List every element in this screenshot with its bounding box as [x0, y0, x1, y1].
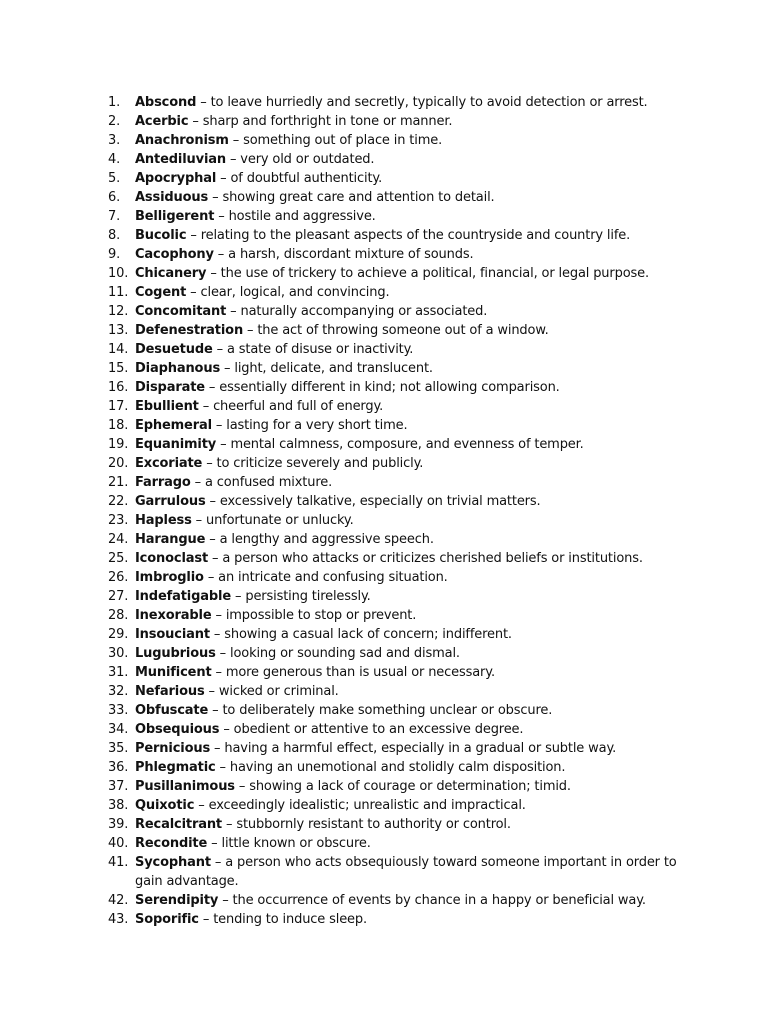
entry-definition: – looking or sounding sad and dismal.: [215, 646, 460, 661]
entry-definition: – of doubtful authenticity.: [216, 171, 383, 186]
entry-term: Farrago: [135, 475, 191, 490]
entry-definition: – mental calmness, composure, and evenness of temper.: [216, 437, 584, 452]
entry-definition: – hostile and aggressive.: [214, 209, 376, 224]
entry-term: Iconoclast: [135, 551, 209, 566]
entry-definition: – tending to induce sleep.: [198, 912, 367, 927]
entry-number: 3.: [108, 133, 121, 148]
entry-definition: – to deliberately make something unclear or obscure.: [208, 703, 553, 718]
vocab-entry: [108, 359, 688, 378]
entry-number: 19.: [108, 437, 129, 452]
entry-term: Inexorable: [135, 608, 212, 623]
vocab-entry: [108, 397, 688, 416]
vocab-entry: [108, 264, 688, 283]
entry-number: 11.: [108, 285, 129, 300]
entry-definition: – the occurrence of events by chance in a happy or beneficial way.: [218, 893, 646, 908]
entry-number: 33.: [108, 703, 129, 718]
vocab-entry: [108, 853, 688, 891]
entry-definition: – a person who acts obsequiously toward someone important in order to gain advantage.: [135, 855, 677, 889]
entry-term: Insouciant: [135, 627, 210, 642]
vocab-entry: [108, 302, 688, 321]
vocab-entry: [108, 131, 688, 150]
vocab-entry: [108, 169, 688, 188]
vocab-entry: [108, 321, 688, 340]
entry-term: Diaphanous: [135, 361, 221, 376]
vocab-entry: [108, 701, 688, 720]
vocab-entry: [108, 245, 688, 264]
entry-number: 22.: [108, 494, 129, 509]
entry-definition: – obedient or attentive to an excessive degree.: [219, 722, 524, 737]
vocab-entry: [108, 207, 688, 226]
entry-number: 14.: [108, 342, 129, 357]
vocab-entry: [108, 283, 688, 302]
entry-term: Anachronism: [135, 133, 229, 148]
entry-number: 28.: [108, 608, 129, 623]
entry-term: Cogent: [135, 285, 187, 300]
entry-number: 43.: [108, 912, 129, 927]
entry-definition: – very old or outdated.: [225, 152, 375, 167]
entry-definition: – persisting tirelessly.: [231, 589, 371, 604]
entry-term: Acerbic: [135, 114, 189, 129]
entry-term: Apocryphal: [135, 171, 217, 186]
entry-number: 30.: [108, 646, 129, 661]
entry-definition: – stubbornly resistant to authority or control.: [222, 817, 511, 832]
entry-number: 34.: [108, 722, 129, 737]
entry-definition: – little known or obscure.: [207, 836, 371, 851]
vocab-entry: [108, 511, 688, 530]
entry-definition: – a confused mixture.: [190, 475, 333, 490]
entry-number: 16.: [108, 380, 129, 395]
entry-definition: – impossible to stop or prevent.: [211, 608, 417, 623]
vocab-entry: [108, 473, 688, 492]
entry-term: Phlegmatic: [135, 760, 216, 775]
entry-number: 29.: [108, 627, 129, 642]
entry-term: Defenestration: [135, 323, 244, 338]
entry-definition: – to criticize severely and publicly.: [202, 456, 424, 471]
entry-definition: – a harsh, discordant mixture of sounds.: [213, 247, 474, 262]
entry-definition: – an intricate and confusing situation.: [203, 570, 448, 585]
entry-number: 25.: [108, 551, 129, 566]
vocab-entry: [108, 910, 688, 929]
entry-number: 36.: [108, 760, 129, 775]
entry-definition: – excessively talkative, especially on trivial matters.: [205, 494, 541, 509]
entry-number: 26.: [108, 570, 129, 585]
entry-term: Cacophony: [135, 247, 214, 262]
entry-number: 41.: [108, 855, 129, 870]
entry-term: Obsequious: [135, 722, 220, 737]
entry-number: 2.: [108, 114, 121, 129]
vocab-entry: [108, 568, 688, 587]
entry-number: 18.: [108, 418, 129, 433]
vocab-entry: [108, 340, 688, 359]
entry-definition: – having an unemotional and stolidly calm disposition.: [215, 760, 566, 775]
vocab-entry: [108, 606, 688, 625]
vocab-entry: [108, 416, 688, 435]
entry-term: Lugubrious: [135, 646, 216, 661]
entry-term: Equanimity: [135, 437, 217, 452]
vocab-entry: [108, 739, 688, 758]
entry-definition: – a state of disuse or inactivity.: [212, 342, 414, 357]
entry-number: 10.: [108, 266, 129, 281]
entry-number: 38.: [108, 798, 129, 813]
vocab-entry: [108, 663, 688, 682]
entry-term: Abscond: [135, 95, 197, 110]
vocab-entry: [108, 492, 688, 511]
entry-number: 13.: [108, 323, 129, 338]
entry-number: 6.: [108, 190, 121, 205]
vocab-entry: [108, 435, 688, 454]
entry-number: 37.: [108, 779, 129, 794]
entry-term: Assiduous: [135, 190, 209, 205]
entry-number: 31.: [108, 665, 129, 680]
entry-term: Bucolic: [135, 228, 187, 243]
entry-definition: – a lengthy and aggressive speech.: [205, 532, 434, 547]
vocab-entry: [108, 378, 688, 397]
entry-number: 15.: [108, 361, 129, 376]
entry-number: 21.: [108, 475, 129, 490]
entry-term: Excoriate: [135, 456, 203, 471]
entry-definition: – exceedingly idealistic; unrealistic and impractical.: [194, 798, 526, 813]
vocab-entry: [108, 815, 688, 834]
entry-term: Pusillanimous: [135, 779, 235, 794]
entry-number: 32.: [108, 684, 129, 699]
entry-number: 9.: [108, 247, 121, 262]
entry-number: 4.: [108, 152, 121, 167]
entry-number: 42.: [108, 893, 129, 908]
entry-number: 39.: [108, 817, 129, 832]
vocabulary-list: [108, 93, 688, 929]
vocab-entry: [108, 834, 688, 853]
entry-definition: – essentially different in kind; not allowing comparison.: [204, 380, 560, 395]
entry-number: 35.: [108, 741, 129, 756]
entry-definition: – unfortunate or unlucky.: [191, 513, 354, 528]
entry-term: Sycophant: [135, 855, 211, 870]
entry-term: Hapless: [135, 513, 192, 528]
entry-number: 27.: [108, 589, 129, 604]
entry-number: 5.: [108, 171, 121, 186]
entry-term: Disparate: [135, 380, 205, 395]
entry-definition: – cheerful and full of energy.: [198, 399, 384, 414]
entry-definition: – showing a casual lack of concern; indifferent.: [209, 627, 512, 642]
vocab-entry: [108, 226, 688, 245]
entry-term: Recondite: [135, 836, 208, 851]
entry-definition: – showing great care and attention to detail.: [208, 190, 495, 205]
entry-number: 12.: [108, 304, 129, 319]
entry-term: Nefarious: [135, 684, 205, 699]
entry-definition: – to leave hurriedly and secretly, typically to avoid detection or arrest.: [196, 95, 648, 110]
vocab-entry: [108, 587, 688, 606]
entry-number: 40.: [108, 836, 129, 851]
entry-term: Quixotic: [135, 798, 195, 813]
entry-definition: – showing a lack of courage or determination; timid.: [234, 779, 571, 794]
vocab-entry: [108, 93, 688, 112]
entry-definition: – the use of trickery to achieve a political, financial, or legal purpose.: [206, 266, 649, 281]
entry-number: 1.: [108, 95, 121, 110]
entry-definition: – relating to the pleasant aspects of the countryside and country life.: [186, 228, 631, 243]
entry-term: Garrulous: [135, 494, 206, 509]
entry-term: Imbroglio: [135, 570, 204, 585]
entry-term: Obfuscate: [135, 703, 209, 718]
entry-definition: – light, delicate, and translucent.: [220, 361, 433, 376]
vocab-entry: [108, 796, 688, 815]
entry-definition: – a person who attacks or criticizes cherished beliefs or institutions.: [208, 551, 643, 566]
entry-term: Serendipity: [135, 893, 219, 908]
entry-term: Pernicious: [135, 741, 211, 756]
entry-definition: – lasting for a very short time.: [211, 418, 408, 433]
entry-number: 17.: [108, 399, 129, 414]
vocab-entry: [108, 777, 688, 796]
entry-definition: – clear, logical, and convincing.: [186, 285, 390, 300]
entry-term: Soporific: [135, 912, 199, 927]
entry-term: Recalcitrant: [135, 817, 222, 832]
entry-term: Ebullient: [135, 399, 199, 414]
entry-number: 23.: [108, 513, 129, 528]
vocab-entry: [108, 644, 688, 663]
vocab-entry: [108, 454, 688, 473]
entry-term: Munificent: [135, 665, 212, 680]
entry-definition: – something out of place in time.: [228, 133, 443, 148]
vocab-entry: [108, 720, 688, 739]
vocab-entry: [108, 530, 688, 549]
entry-term: Desuetude: [135, 342, 213, 357]
entry-definition: – sharp and forthright in tone or manner.: [188, 114, 453, 129]
entry-term: Indefatigable: [135, 589, 232, 604]
entry-number: 24.: [108, 532, 129, 547]
entry-term: Concomitant: [135, 304, 227, 319]
entry-term: Antediluvian: [135, 152, 226, 167]
entry-definition: – naturally accompanying or associated.: [226, 304, 488, 319]
entry-number: 7.: [108, 209, 121, 224]
vocab-entry: [108, 682, 688, 701]
entry-number: 20.: [108, 456, 129, 471]
entry-term: Harangue: [135, 532, 206, 547]
entry-definition: – wicked or criminal.: [204, 684, 339, 699]
vocab-entry: [108, 549, 688, 568]
entry-number: 8.: [108, 228, 121, 243]
entry-definition: – more generous than is usual or necessary.: [211, 665, 495, 680]
vocab-entry: [108, 112, 688, 131]
entry-definition: – the act of throwing someone out of a window.: [243, 323, 549, 338]
vocab-entry: [108, 758, 688, 777]
vocab-entry: [108, 188, 688, 207]
entry-term: Ephemeral: [135, 418, 212, 433]
entry-term: Belligerent: [135, 209, 215, 224]
entry-term: Chicanery: [135, 266, 207, 281]
vocab-entry: [108, 891, 688, 910]
vocab-entry: [108, 625, 688, 644]
vocab-entry: [108, 150, 688, 169]
entry-definition: – having a harmful effect, especially in a gradual or subtle way.: [210, 741, 617, 756]
